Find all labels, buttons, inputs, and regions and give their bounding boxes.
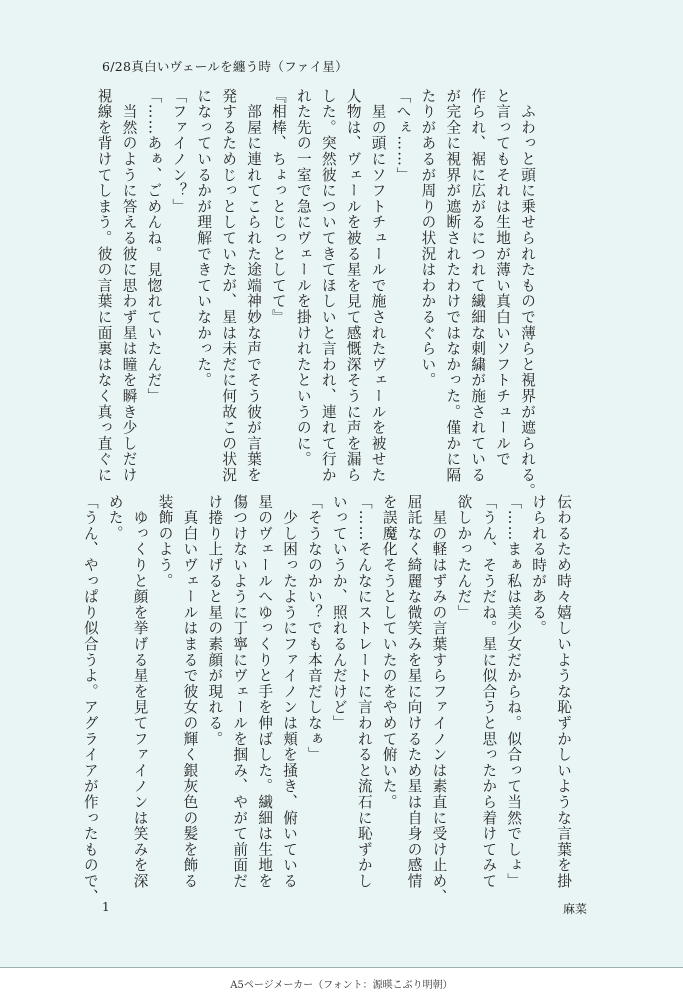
text-line: と言ってもそれは生地が薄い真白いソフトチュールで [494,88,512,468]
text-line: 人物は、ヴェールを被る星を見て感慨深そうに声を漏ら [344,88,362,483]
upper-text-column [91,88,539,499]
lower-text-column [77,494,575,905]
text-line: が完全に視界が遮断されたわけではなかった。僅かに隔 [444,88,462,483]
text-line: たりがあるが周りの状況はわかるぐらい。 [419,88,437,389]
text-line: 当然のように答える彼に思わず星は瞳を瞬き少しだけ [120,88,138,483]
text-line: 部屋に連れてこられた途端神妙な声でそう彼が言葉を [245,88,263,483]
text-line: 「……まぁ私は美少女だからね。似合って当然でしょ」 [505,494,523,889]
text-line: 「うん、そうだね。星に似合うと思ったから着けてみて [480,494,498,889]
text-line: した。突然彼についてきてほしいと言われ、連れて行か [319,88,337,483]
text-line: 「へぇ……」 [394,88,412,183]
text-line: 作られ、裾に広がるにつれて繊細な刺繍が施されている [469,88,487,483]
text-line: けられる時がある。 [530,494,548,637]
text-line: 星の軽はずみの言葉すらファイノンは素直に受け止め、 [430,494,448,905]
text-line: 「ファイノン？」 [170,88,188,215]
text-line: 「……あぁ、ごめんね。見惚れていたんだ」 [145,88,163,404]
text-line: 伝わるため時々嬉しいような恥ずかしいような言葉を掛 [555,494,572,889]
text-line: れた先の一室で急にヴェールを掛けれたというのに。 [294,88,312,468]
text-line: 真白いヴェールはまるで彼女の輝く銀灰色の髪を飾る [181,494,199,889]
page-number: 1 [102,900,110,914]
text-line: 少し困ったようにファイノンは頬を掻き、俯いている [281,494,299,889]
text-line: めた。 [106,494,124,542]
footer-credit: A5ページメーカー（フォント：源暎こぶり明朝） [230,980,453,991]
text-line: 星のヴェールへゆっくりと手を伸ばした。繊細は生地を [256,494,274,889]
text-line: 星の頭にソフトチュールで施されたヴェールを被せた [369,88,387,483]
text-line: 視線を背けてしまう。彼の言葉に面裏はなく真っ直ぐに [95,88,113,483]
text-line: ふわっと頭に乗せられたもので薄らと視界が遮られる。 [519,88,536,499]
text-line: け捲り上げると星の素顔が現れる。 [206,494,224,747]
text-line: になっているかが理解できていなかった。 [195,88,213,389]
text-line: 屈託なく綺麗な微笑みを星に向けるため星は自身の感情 [405,494,423,889]
text-line: 装飾のよう。 [156,494,174,589]
page-title: 6/28真白いヴェールを纏う時（ファイ星） [102,59,348,74]
text-line: ゆっくりと顔を挙げる星を見てファイノンは笑みを深 [131,494,149,889]
text-line: を誤魔化そうとしていたのをやめて俯いた。 [380,494,398,810]
text-line: 「そうなのかい？でも本音だしなぁ」 [305,494,323,763]
text-line: 「うん、やっぱり似合うよ。アグライアが作ったもので、 [81,494,99,905]
text-line: 欲しかったんだ」 [455,494,473,621]
text-line: いっていうか、照れるんだけど」 [330,494,348,731]
text-line: 『相棒、ちょっとじっとしてて』 [269,88,287,325]
author-name: 麻菜 [563,902,588,916]
text-line: 発するためじっとしていたが、星は未だに何故この状況 [220,88,238,483]
text-line: 「……そんなにストレートに言われると流石に恥ずかし [355,494,373,889]
text-line: 傷つけないように丁寧にヴェールを掴み、やがて前面だ [231,494,249,889]
